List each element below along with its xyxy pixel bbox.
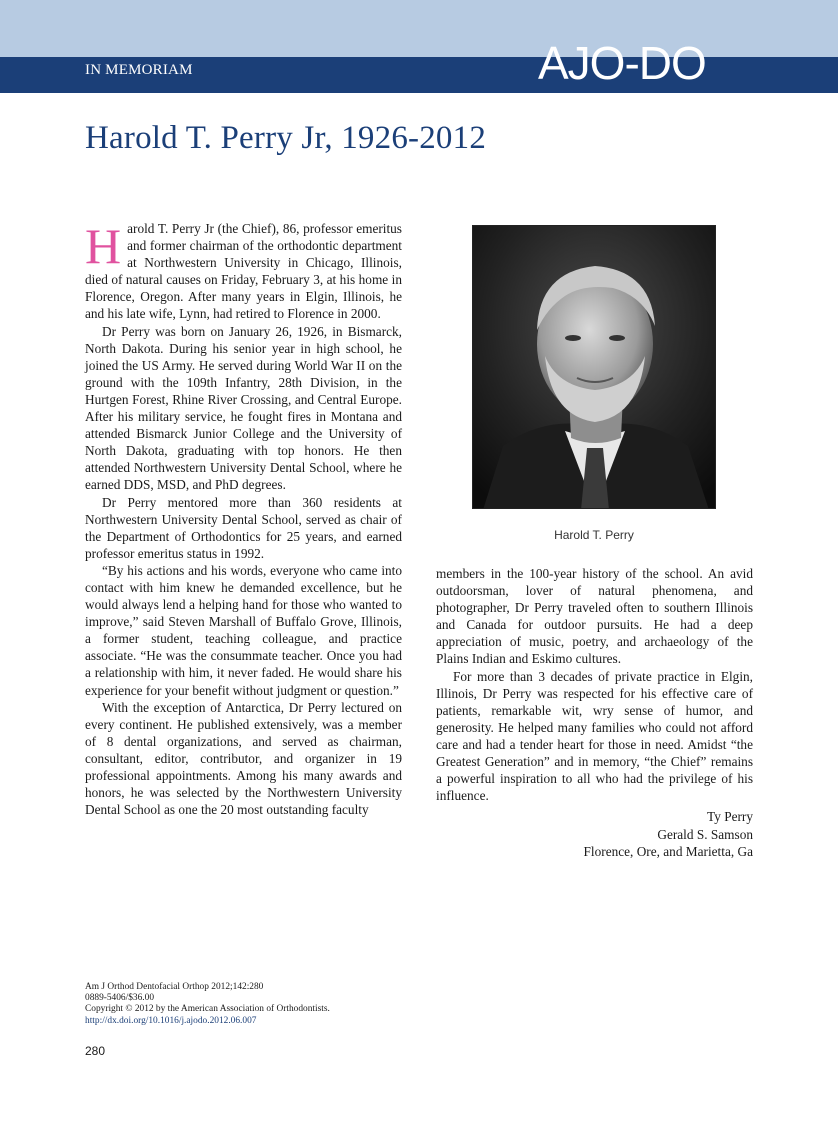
section-label: IN MEMORIAM (85, 62, 193, 78)
signature-line: Florence, Ore, and Marietta, Ga (583, 843, 753, 859)
signature-block (436, 808, 753, 860)
paragraph: members in the 100-year history of the school. An avid outdoorsman, lover of natural phenomena, and photographer, Dr Perry traveled often to southern Illinois and Canada for outdoor pursuits. He had a deep appreciation of music, poetry, and archaeology of the Plains Indian and Eskimo cultures. (436, 566, 753, 667)
top-color-band (0, 0, 838, 57)
photo-caption: Harold T. Perry (554, 528, 634, 542)
dropcap: H (85, 218, 122, 274)
paragraph: Harold T. Perry Jr (the Chief), 86, professor emeritus and former chairman of the orthodontic department at Northwestern University in Chicago, Illinois, died of natural causes on Friday, February 3, at his home in Florence, Oregon. After many years in Elgin, Illinois, he and his late wife, Lynn, had retired to Florence in 2000. (85, 218, 402, 322)
article-title: Harold T. Perry Jr, 1926-2012 (85, 120, 487, 156)
portrait-photo (472, 225, 716, 509)
citation: Am J Orthod Dentofacial Orthop 2012;142:280 (85, 982, 264, 992)
paragraph: Dr Perry mentored more than 360 residents at Northwestern University Dental School, served as chair of the Department of Orthodontics for 25 years, and earned professor emeritus status in 1992. (85, 494, 402, 561)
doi-link[interactable]: http://dx.doi.org/10.1016/j.ajodo.2012.06.007 (85, 1015, 257, 1026)
copyright: Copyright © 2012 by the American Association of Orthodontists. (85, 1004, 330, 1015)
paragraph: For more than 3 decades of private practice in Elgin, Illinois, Dr Perry was respected for his effective care of patients, remarkable wit, wry sense of humor, and generosity. He helped many families who could not afford care and had a tender heart for those in need. Amidst “the Greatest Generation” and in memory, “the Chief” remains a powerful inspiration to all who had the privilege of his influence. (436, 668, 753, 804)
left-column (85, 220, 402, 818)
signature-line: Ty Perry (707, 809, 753, 825)
signature-line: Gerald S. Samson (657, 826, 753, 842)
portrait-illustration (473, 226, 716, 509)
right-column (436, 565, 753, 860)
citation-footer (85, 982, 330, 1027)
page-number: 280 (85, 1044, 106, 1058)
paragraph: “By his actions and his words, everyone who came into contact with him knew he demanded excellence, but he would always lend a helping hand for those who wanted to improve,” said Steven Marshall of Buffalo Grove, Illinois, a former student, teaching colleague, and practice associate. “He was the consummate teacher. Once you had a relationship with him, it never faded. He would share his experience for your benefit without judgment or question.” (85, 562, 402, 698)
paragraph: With the exception of Antarctica, Dr Perry lectured on every continent. He published extensively, was a member of 8 dental organizations, and served as chairman, consultant, editor, contributor, and organizer in 19 professional appointments. Among his many awards and honors, he was selected by the Northwestern University Dental School as one the 20 most outstanding faculty (85, 699, 402, 818)
paragraph: Dr Perry was born on January 26, 1926, in Bismarck, North Dakota. During his senior year in high school, he joined the US Army. He served during World War II on the ground with the 109th Infantry, 28th Division, in the Hurtgen Forest, Rhine River Crossing, and Central Europe. After his military service, he fought fires in Montana and attended Bismarck Junior College and the University of North Dakota, graduating with top honors. He then attended Northwestern University Dental School, where he earned DDS, MSD, and PhD degrees. (85, 323, 402, 493)
journal-logo: AJO-DO (538, 37, 706, 89)
issn: 0889-5406/$36.00 (85, 993, 155, 1004)
